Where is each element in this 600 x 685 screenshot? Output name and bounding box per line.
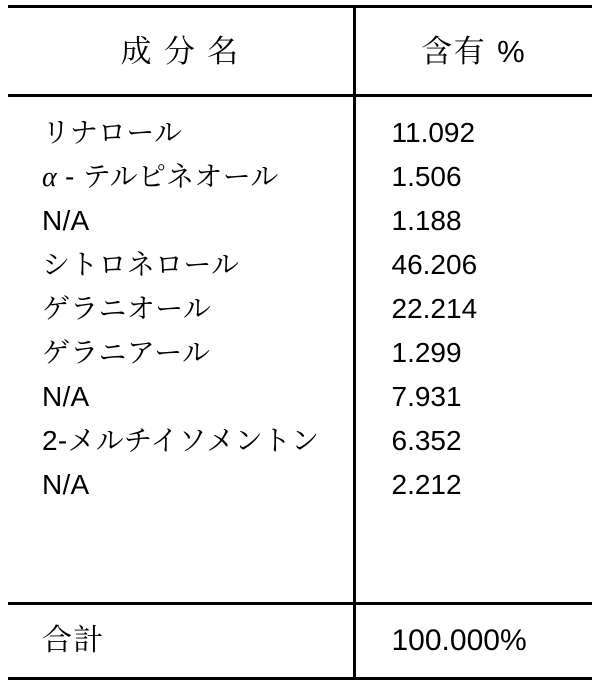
alpha-symbol: α (42, 161, 57, 193)
list-item: 22.214 (391, 292, 478, 324)
list-item: 1.188 (391, 204, 462, 236)
list-item: N/A (42, 204, 90, 236)
column-header-name: 成 分 名 (8, 7, 354, 96)
total-label-cell (8, 603, 354, 678)
list-item: ゲラニオール (42, 292, 212, 324)
list-item-rest: - テルピネオール (56, 160, 279, 192)
table-body-row (8, 95, 592, 603)
list-item: ゲラニアール (42, 336, 211, 368)
list-item: 1.506 (391, 160, 462, 192)
total-value-cell (354, 603, 592, 678)
ingredients-table-container (8, 5, 592, 680)
list-item: リナロール (42, 116, 183, 148)
total-value: 100.000% (391, 623, 527, 657)
list-item: 6.352 (391, 424, 462, 456)
list-item: 46.206 (391, 248, 478, 280)
ingredients-table (8, 5, 592, 680)
column-header-percent: 含有 % (354, 7, 592, 96)
ingredient-percent-list (356, 97, 593, 507)
list-item: N/A (42, 468, 90, 500)
list-item: 2-メルチイソメントン (42, 424, 320, 456)
list-item: 2.212 (391, 468, 462, 500)
total-label: 合計 (42, 623, 105, 657)
list-item: 1.299 (391, 336, 462, 368)
list-item: N/A (42, 380, 90, 412)
list-item: シトロネロール (42, 248, 240, 280)
list-item (8, 155, 353, 199)
table-total-row (8, 603, 592, 678)
ingredient-name-cell (8, 95, 354, 603)
list-item: 11.092 (391, 116, 476, 148)
ingredient-percent-cell (354, 95, 592, 603)
list-item: 7.931 (391, 380, 462, 412)
table-header-row (8, 7, 592, 96)
ingredient-name-list (8, 97, 353, 507)
